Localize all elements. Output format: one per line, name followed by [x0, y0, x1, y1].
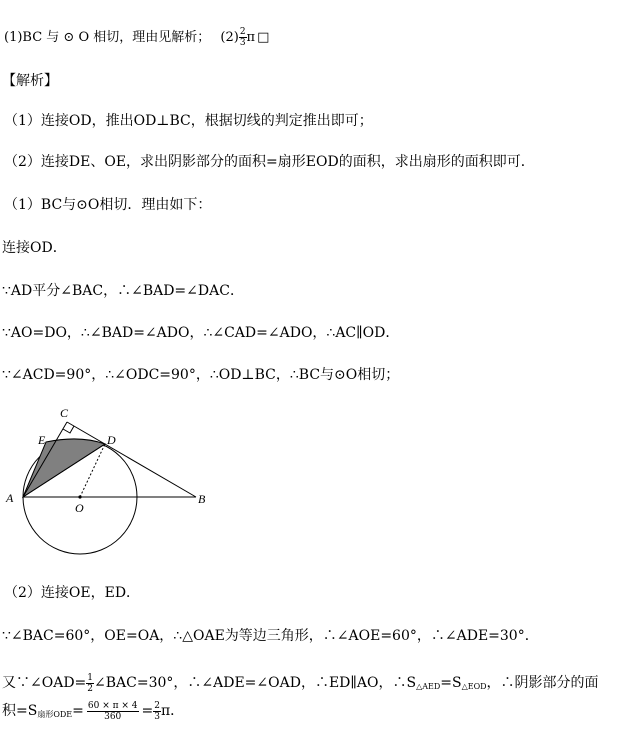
half-num: 1 [87, 672, 94, 683]
half-fraction [86, 673, 94, 694]
solution-line-2: 连接OD． [2, 240, 67, 256]
solution-line-4: ∵AO=DO，∴∠BAD=∠ADO，∴∠CAD=∠ADO，∴AC∥OD． [2, 325, 400, 341]
final-text-d: ，∴阴影部分的面 [486, 675, 599, 691]
solution-line-5: ∵∠ACD=90°，∴∠ODC=90°，∴OD⊥BC，∴BC与⊙O相切； [2, 367, 400, 383]
label-a: A [6, 491, 14, 505]
subscript-sector: 扇形ODE [37, 710, 73, 719]
label-e: E [38, 433, 46, 447]
final2-text-c: = [141, 703, 154, 719]
right-angle-marker [63, 426, 74, 433]
final-text-b: ∠BAC=30°，∴∠ADE=∠OAD，∴ED∥AO，∴S [94, 675, 417, 691]
hint-1: （1）连接OD，推出OD⊥BC，根据切线的判定推出即可； [4, 113, 373, 129]
half-den: 2 [87, 683, 94, 694]
box-glyph: □ [257, 30, 270, 45]
sector-num: 60 × π × 4 [87, 700, 138, 711]
label-b: B [198, 492, 206, 506]
result-den: 3 [154, 711, 160, 722]
fraction-denominator: 3 [239, 38, 246, 48]
final2-text-d: π． [160, 703, 185, 719]
geometry-figure [0, 400, 230, 560]
fraction-numerator: 2 [239, 27, 246, 37]
subscript-eod: △EOD [461, 682, 487, 691]
answer-line [4, 26, 269, 48]
segment-cb [67, 422, 196, 497]
solution-line-6: （2）连接OE，ED． [4, 585, 141, 601]
solution-line-1: （1）BC与⊙O相切．理由如下： [4, 197, 212, 213]
hint-2: （2）连接DE、OE，求出阴影部分的面积=扇形EOD的面积，求出扇形的面积即可． [4, 154, 535, 170]
solution-line-3: ∵AD平分∠BAC，∴∠BAD=∠DAC． [2, 283, 244, 299]
label-o: O [75, 501, 84, 515]
final-line-1 [2, 672, 599, 694]
final-text-c: =S [440, 675, 462, 691]
answer-part1: (1)BC 与 ⊙ O 相切，理由见解析； [4, 30, 211, 45]
final-text-a: 又∵∠OAD= [2, 675, 87, 691]
answer-fraction [239, 27, 247, 48]
solution-line-7: ∵∠BAC=60°，OE=OA，∴△OAE为等边三角形，∴∠AOE=60°，∴∠ADE=30°． [2, 628, 539, 644]
center-point [78, 495, 81, 498]
final2-text-b: = [72, 703, 84, 719]
label-c: C [60, 406, 69, 420]
label-d: D [107, 433, 116, 447]
subscript-aed: △AED [416, 682, 441, 691]
analysis-title: 【解析】 [2, 73, 58, 89]
result-num: 2 [154, 700, 160, 711]
shaded-region [23, 439, 105, 497]
sector-den: 360 [104, 711, 122, 722]
answer-part2-prefix: (2) [220, 30, 239, 45]
final-line-2 [2, 700, 184, 722]
sector-fraction [87, 701, 139, 722]
final2-text-a: 积=S [2, 703, 38, 719]
result-fraction [153, 701, 161, 722]
pi-symbol: π [246, 30, 256, 45]
